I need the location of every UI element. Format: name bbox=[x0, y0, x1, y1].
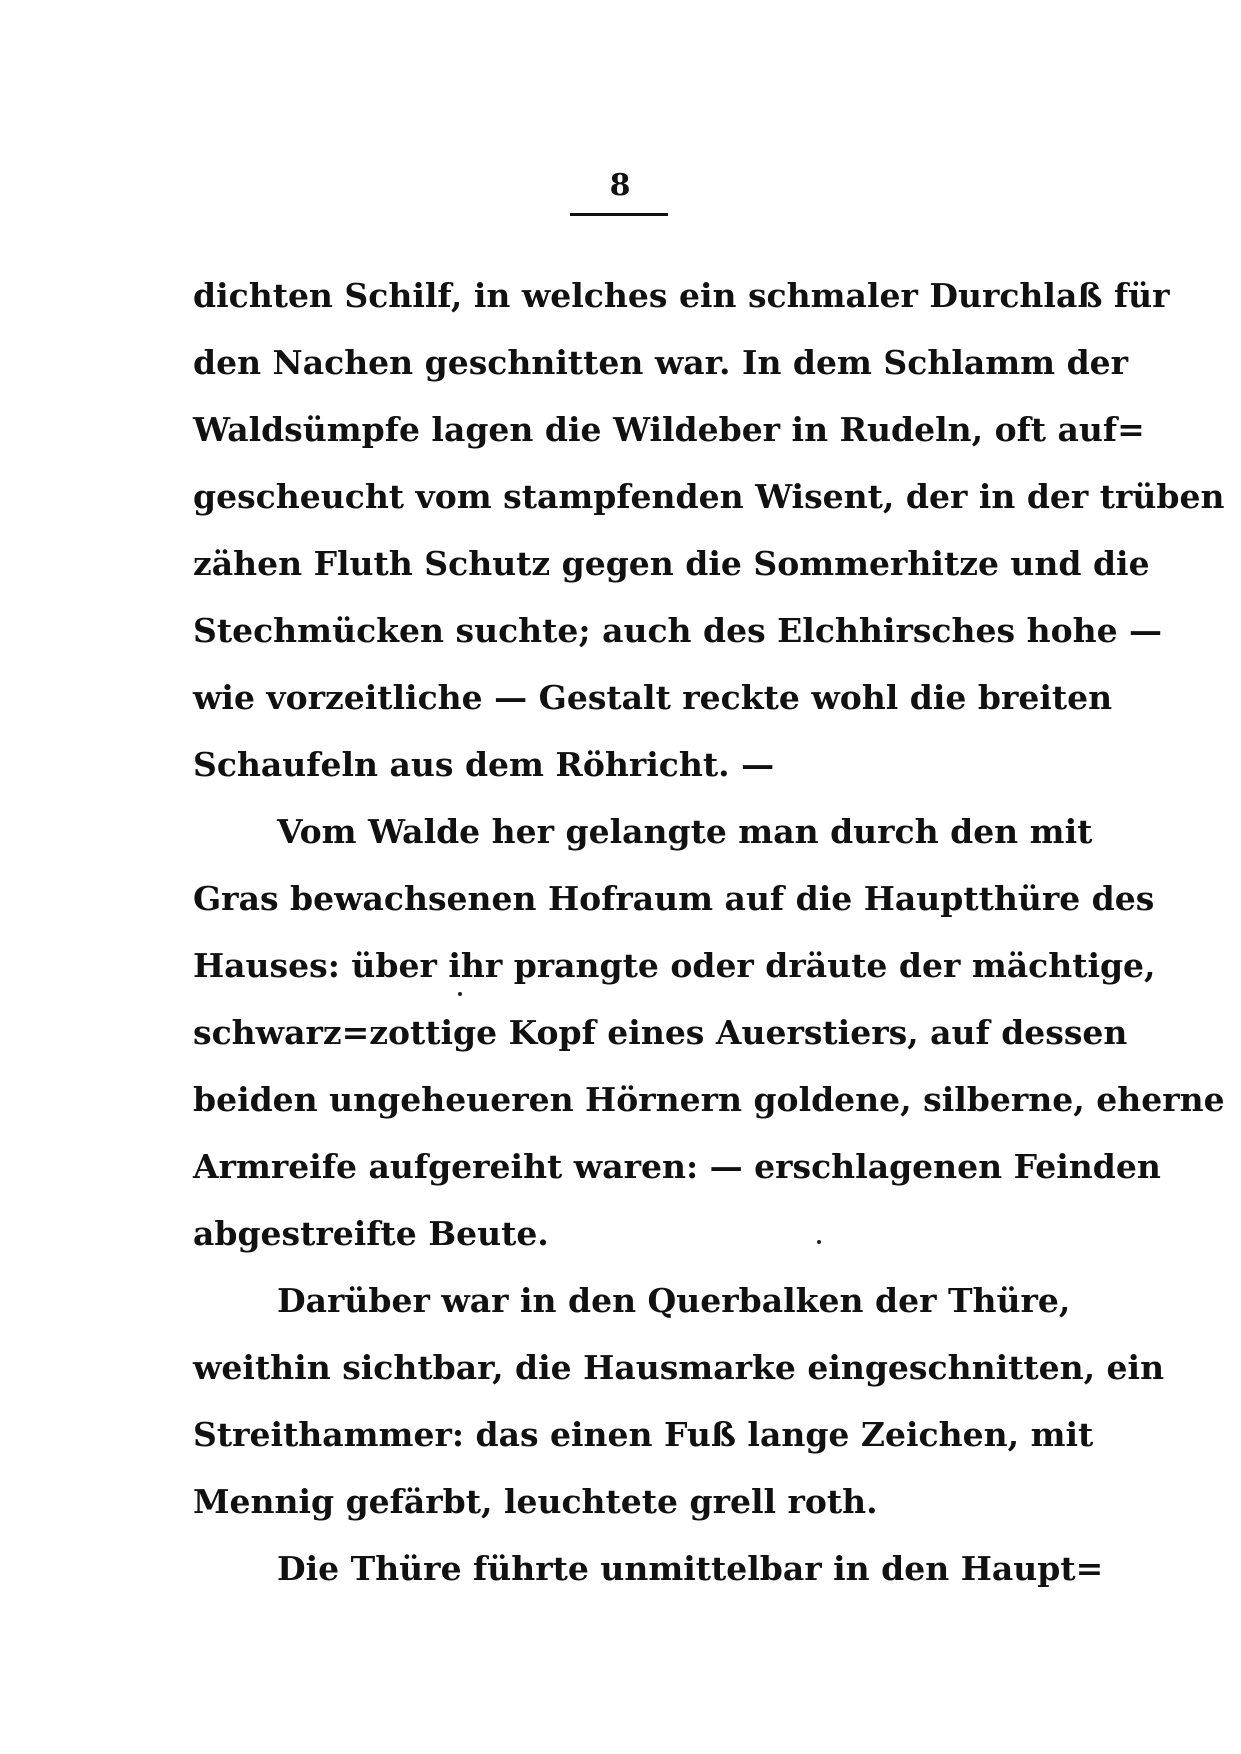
text-line: Hauses: über ihr prangte oder dräute der mächtige, bbox=[193, 946, 1156, 985]
text-line: gescheucht vom stampfenden Wisent, der in der trüben bbox=[193, 477, 1225, 516]
text-line: Armreife aufgereiht waren: — erschlagenen Feinden bbox=[193, 1147, 1161, 1186]
page-number: 8 bbox=[609, 168, 632, 203]
text-line: Die Thüre führte unmittelbar in den Haupt= bbox=[277, 1549, 1104, 1588]
text-line: zähen Fluth Schutz gegen die Sommerhitze und die bbox=[193, 544, 1150, 583]
text-line: Darüber war in den Querbalken der Thüre, bbox=[277, 1281, 1071, 1320]
text-line: Stechmücken suchte; auch des Elchhirsches hohe — bbox=[193, 611, 1163, 650]
text-line: abgestreifte Beute. bbox=[193, 1214, 549, 1253]
print-speck bbox=[817, 1240, 821, 1244]
text-line: Waldsümpfe lagen die Wildeber in Rudeln, oft auf= bbox=[193, 410, 1145, 449]
body-text bbox=[193, 262, 1225, 1602]
text-line: Gras bewachsenen Hofraum auf die Hauptthüre des bbox=[193, 879, 1155, 918]
text-line: Mennig gefärbt, leuchtete grell roth. bbox=[193, 1482, 878, 1521]
text-line: dichten Schilf, in welches ein schmaler Durchlaß für bbox=[193, 276, 1170, 315]
text-line: schwarz=zottige Kopf eines Auerstiers, auf dessen bbox=[193, 1013, 1128, 1052]
page-number-rule bbox=[570, 213, 668, 216]
text-line: Schaufeln aus dem Röhricht. — bbox=[193, 745, 775, 784]
text-line: Vom Walde her gelangte man durch den mit bbox=[277, 812, 1093, 851]
text-line: Streithammer: das einen Fuß lange Zeichen, mit bbox=[193, 1415, 1094, 1454]
text-line: wie vorzeitliche — Gestalt reckte wohl die breiten bbox=[193, 678, 1113, 717]
print-speck bbox=[458, 992, 462, 996]
text-line: den Nachen geschnitten war. In dem Schlamm der bbox=[193, 343, 1129, 382]
text-line: beiden ungeheueren Hörnern goldene, silberne, eherne bbox=[193, 1080, 1225, 1119]
text-line: weithin sichtbar, die Hausmarke eingeschnitten, ein bbox=[193, 1348, 1165, 1387]
